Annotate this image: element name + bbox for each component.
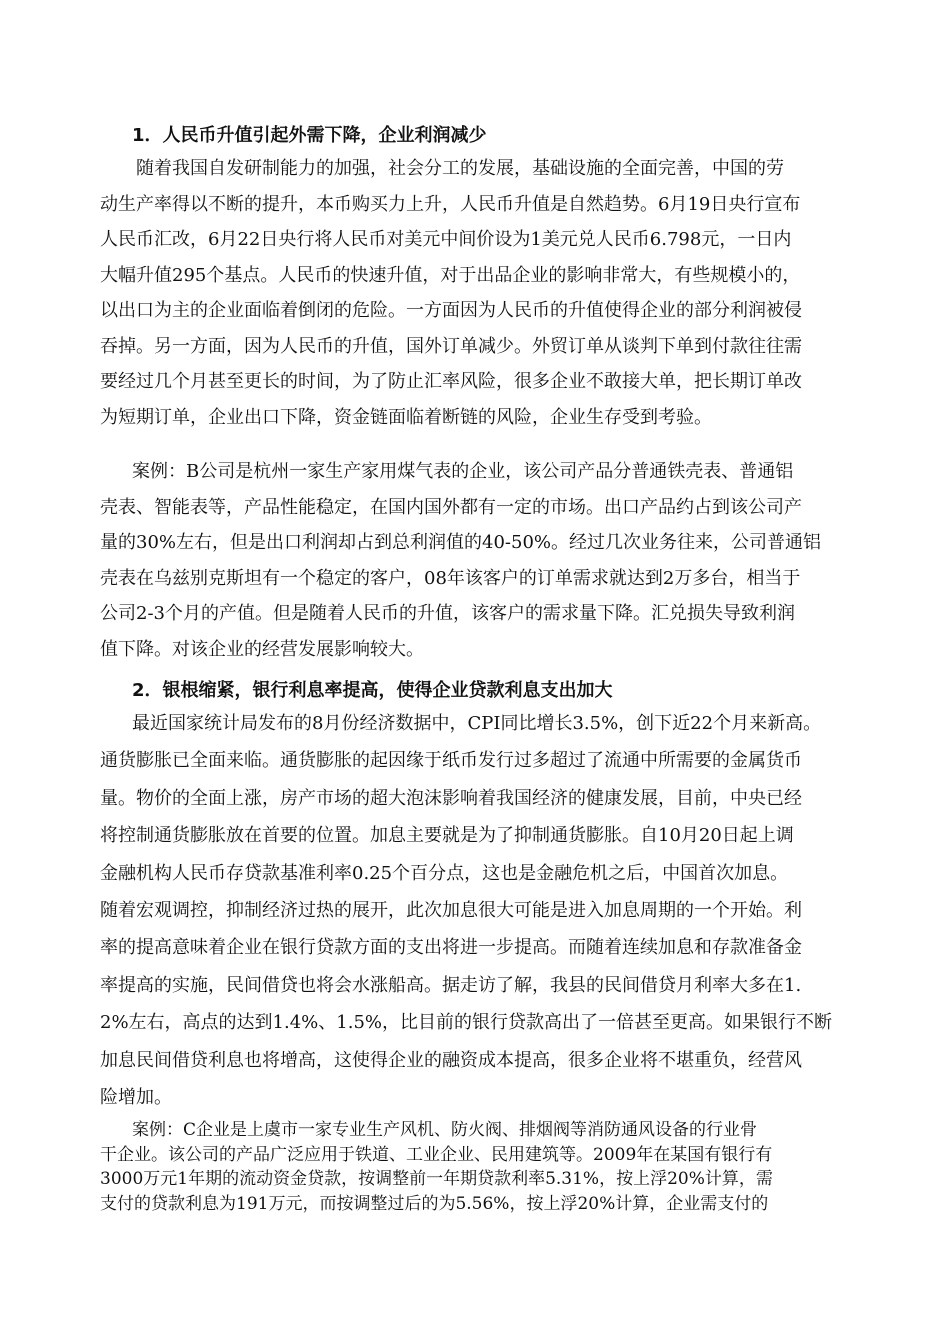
section-1-case	[100, 454, 860, 667]
case-line: 干企业。该公司的产品广泛应用于铁道、工业企业、民用建筑等。2009年在某国有银行有	[100, 1144, 773, 1165]
paragraph-line: 吞掉。另一方面，因为人民币的升值，国外订单减少。外贸订单从谈判下单到付款往往需	[100, 335, 802, 357]
paragraph-line: 将控制通货膨胀放在首要的位置。加息主要就是为了抑制通货膨胀。自10月20日起上调	[100, 825, 794, 847]
paragraph-line: 随着宏观调控，抑制经济过热的展开，此次加息很大可能是进入加息周期的一个开始。利	[100, 899, 802, 921]
section-1-heading: 1．人民币升值引起外需下降，企业利润减少	[132, 125, 487, 146]
case-line: 3000万元1年期的流动资金贷款，按调整前一年期贷款利率5.31%，按上浮20%计算，需	[100, 1169, 773, 1190]
paragraph-line: 为短期订单，企业出口下降，资金链面临着断链的风险，企业生存受到考验。	[100, 406, 712, 428]
case-line: 支付的贷款利息为191万元，而按调整过后的为5.56%，按上浮20%计算，企业需支付的	[100, 1193, 769, 1214]
paragraph-line: 动生产率得以不断的提升，本币购买力上升，人民币升值是自然趋势。6月19日央行宣布	[100, 193, 801, 215]
paragraph-line: 率的提高意味着企业在银行贷款方面的支出将进一步提高。而随着连续加息和存款准备金	[100, 937, 802, 959]
section-2-case	[100, 1118, 860, 1216]
paragraph-line: 大幅升值295个基点。人民币的快速升值，对于出品企业的影响非常大，有些规模小的，	[100, 264, 801, 286]
section-2-heading: 2．银根缩紧，银行利息率提高，使得企业贷款利息支出加大	[132, 680, 613, 701]
paragraph-line: 加息民间借贷利息也将增高，这使得企业的融资成本提高，很多企业将不堪重负，经营风	[100, 1049, 802, 1071]
paragraph-line: 2%左右，高点的达到1.4%、1.5%，比目前的银行贷款高出了一倍甚至更高。如果银行不断	[100, 1012, 833, 1034]
paragraph-line: 随着我国自发研制能力的加强，社会分工的发展，基础设施的全面完善，中国的劳	[136, 158, 784, 179]
case-line: 案例：C企业是上虞市一家专业生产风机、防火阀、排烟阀等消防通风设备的行业骨	[132, 1120, 758, 1140]
section-1-paragraph	[100, 151, 860, 435]
paragraph-line: 率提高的实施，民间借贷也将会水涨船高。据走访了解，我县的民间借贷月利率大多在1.	[100, 974, 802, 996]
paragraph-line: 要经过几个月甚至更长的时间，为了防止汇率风险，很多企业不敢接大单，把长期订单改	[100, 371, 802, 392]
paragraph-line: 通货膨胀已全面来临。通货膨胀的起因缘于纸币发行过多超过了流通中所需要的金属货币	[100, 750, 802, 772]
section-2-paragraph	[100, 705, 860, 1116]
paragraph-line: 人民币汇改，6月22日央行将人民币对美元中间价设为1美元兑人民币6.798元，一日内	[100, 229, 792, 250]
paragraph-line: 险增加。	[100, 1086, 172, 1108]
paragraph-line: 最近国家统计局发布的8月份经济数据中，CPI同比增长3.5%，创下近22个月来新高。	[132, 713, 822, 734]
case-line: 壳表在乌兹别克斯坦有一个稳定的客户，08年该客户的订单需求就达到2万多台，相当于	[100, 567, 801, 589]
paragraph-line: 以出口为主的企业面临着倒闭的危险。一方面因为人民币的升值使得企业的部分利润被侵	[100, 300, 802, 321]
paragraph-line: 金融机构人民币存贷款基准利率0.25个百分点，这也是金融危机之后，中国首次加息。	[100, 862, 789, 884]
case-line: 公司2-3个月的产值。但是随着人民币的升值，该客户的需求量下降。汇兑损失导致利润	[100, 603, 795, 624]
paragraph-line: 量。物价的全面上涨，房产市场的超大泡沫影响着我国经济的健康发展，目前，中央已经	[100, 787, 802, 809]
case-line: 量的30%左右，但是出口利润却占到总利润值的40-50%。经过几次业务往来，公司普通铝	[100, 532, 821, 553]
case-line: 壳表、智能表等，产品性能稳定，在国内国外都有一定的市场。出口产品约占到该公司产	[100, 496, 802, 518]
case-line: 值下降。对该企业的经营发展影响较大。	[100, 638, 424, 660]
case-line: 案例：B公司是杭州一家生产家用煤气表的企业，该公司产品分普通铁壳表、普通铝	[132, 461, 794, 482]
